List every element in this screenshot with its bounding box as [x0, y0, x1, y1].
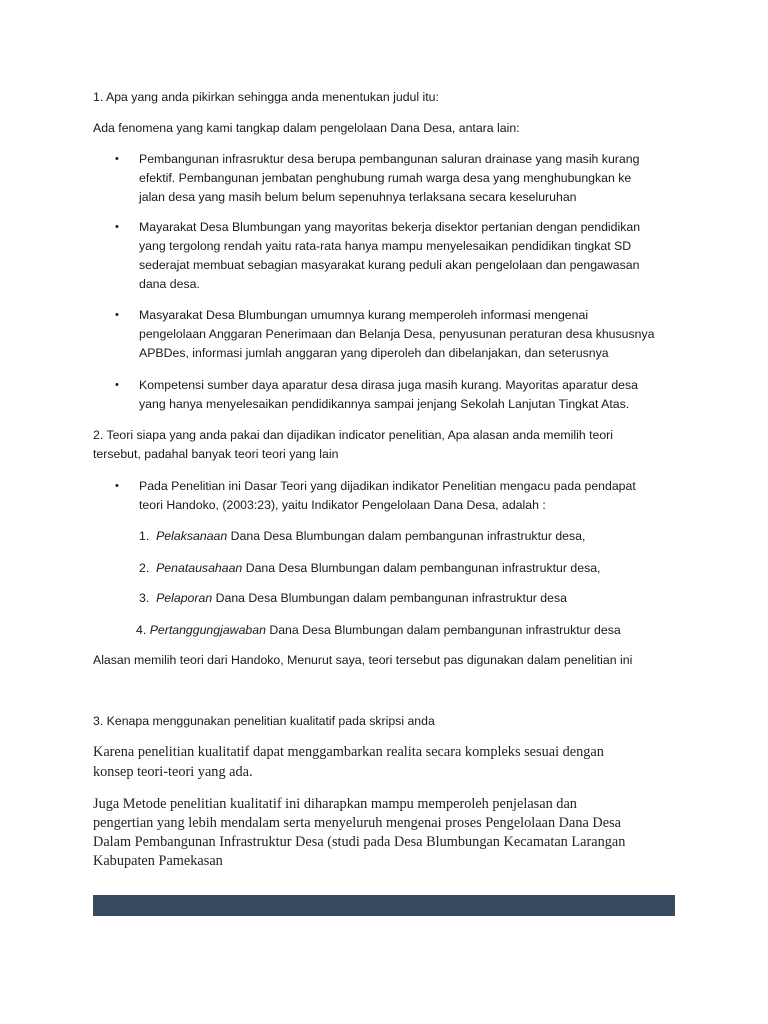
- bullet-line: Pembangunan infrasruktur desa berupa pembangunan saluran drainase yang masih kurang: [139, 152, 640, 166]
- item-term: Pelaksanaan: [156, 529, 228, 543]
- item-text: Dana Desa Blumbungan dalam pembangunan infrastruktur desa: [212, 591, 567, 605]
- item-number: 4.: [136, 623, 147, 637]
- bullet-line: Masyarakat Desa Blumbungan umumnya kurang memperoleh informasi mengenai: [139, 308, 589, 322]
- bullet-line: Kompetensi sumber daya aparatur desa dirasa juga masih kurang. Mayoritas aparatur desa: [139, 378, 638, 392]
- item-text: Dana Desa Blumbungan dalam pembangunan infrastruktur desa: [265, 623, 621, 637]
- item-term: Pertanggungjawaban: [149, 623, 266, 637]
- bullet-line: yang tergolong rendah yaitu rata-rata hanya mampu menyelesaikan pendidikan tingkat SD: [139, 239, 632, 253]
- q3-para2-line-1: Juga Metode penelitian kualitatif ini diharapkan mampu memperoleh penjelasan dan: [93, 796, 577, 812]
- bullet-line: yang hanya menyelesaikan pendidikannya sampai jenjang Sekolah Lanjutan Tingkat Atas.: [139, 397, 630, 411]
- q3-para1-line-1: Karena penelitian kualitatif dapat menggambarkan realita secara kompleks sesuai dengan: [93, 744, 604, 760]
- item-text: Dana Desa Blumbungan dalam pembangunan infrastruktur desa,: [227, 529, 586, 543]
- bullet-line: dana desa.: [139, 277, 200, 291]
- q2-reason: Alasan memilih teori dari Handoko, Menurut saya, teori tersebut pas digunakan dalam penelitian ini: [93, 653, 633, 667]
- q1-intro: Ada fenomena yang kami tangkap dalam pengelolaan Dana Desa, antara lain:: [93, 121, 520, 135]
- q1-heading: 1. Apa yang anda pikirkan sehingga anda menentukan judul itu:: [93, 90, 439, 104]
- q2-heading-line-2: tersebut, padahal banyak teori teori yang lain: [93, 447, 339, 461]
- item-term: Penatausahaan: [156, 561, 243, 575]
- q3-para1-line-2: konsep teori-teori yang ada.: [93, 764, 253, 780]
- item-number: 3.: [139, 591, 150, 605]
- bullet-icon: •: [115, 221, 119, 233]
- q3-para2-line-2: pengertian yang lebih mendalam serta menyeluruh mengenai proses Pengelolaan Dana Desa: [93, 815, 622, 831]
- bullet-line: sederajat membuat sebagian masyarakat kurang peduli akan pengelolaan dan pengawasan: [139, 258, 640, 272]
- q3-para2-line-4: Kabupaten Pamekasan: [93, 853, 223, 869]
- bullet-line: efektif. Pembangunan jembatan penghubung rumah warga desa yang menghubungkan ke: [139, 171, 632, 185]
- bullet-line: pengelolaan Anggaran Penerimaan dan Belanja Desa, penyusunan peraturan desa khususnya: [139, 327, 655, 341]
- q3-heading: 3. Kenapa menggunakan penelitian kualitatif pada skripsi anda: [93, 714, 435, 728]
- q3-para2-line-3: Dalam Pembangunan Infrastruktur Desa (studi pada Desa Blumbungan Kecamatan Larangan: [93, 834, 626, 850]
- item-term: Pelaporan: [156, 591, 213, 605]
- item-number: 2.: [139, 561, 150, 575]
- bullet-icon: •: [115, 309, 119, 321]
- bullet-line: APBDes, informasi jumlah anggaran yang diperoleh dan dibelanjakan, dan seterusnya: [139, 346, 609, 360]
- indicator-item-1: [139, 527, 585, 546]
- bullet-line: jalan desa yang masih belum belum sepenuhnya terlaksana secara keseluruhan: [139, 190, 577, 204]
- item-text: Dana Desa Blumbungan dalam pembangunan infrastruktur desa,: [242, 561, 601, 575]
- bullet-icon: •: [115, 153, 119, 165]
- indicator-item-2: [139, 559, 600, 578]
- bullet-line: Mayarakat Desa Blumbungan yang mayoritas bekerja disektor pertanian dengan pendidikan: [139, 220, 641, 234]
- bullet-line: teori Handoko, (2003:23), yaitu Indikator Pengelolaan Dana Desa, adalah :: [139, 498, 546, 512]
- item-number: 1.: [139, 529, 150, 543]
- q2-heading-line-1: 2. Teori siapa yang anda pakai dan dijadikan indicator penelitian, Apa alasan anda memilih teori: [93, 428, 614, 442]
- footer-bar: [93, 895, 675, 916]
- bullet-icon: •: [115, 379, 119, 391]
- bullet-icon: •: [115, 480, 119, 492]
- indicator-item-4: [136, 621, 621, 640]
- indicator-item-3: [139, 589, 567, 608]
- bullet-line: Pada Penelitian ini Dasar Teori yang dijadikan indikator Penelitian mengacu pada pendapat: [139, 479, 636, 493]
